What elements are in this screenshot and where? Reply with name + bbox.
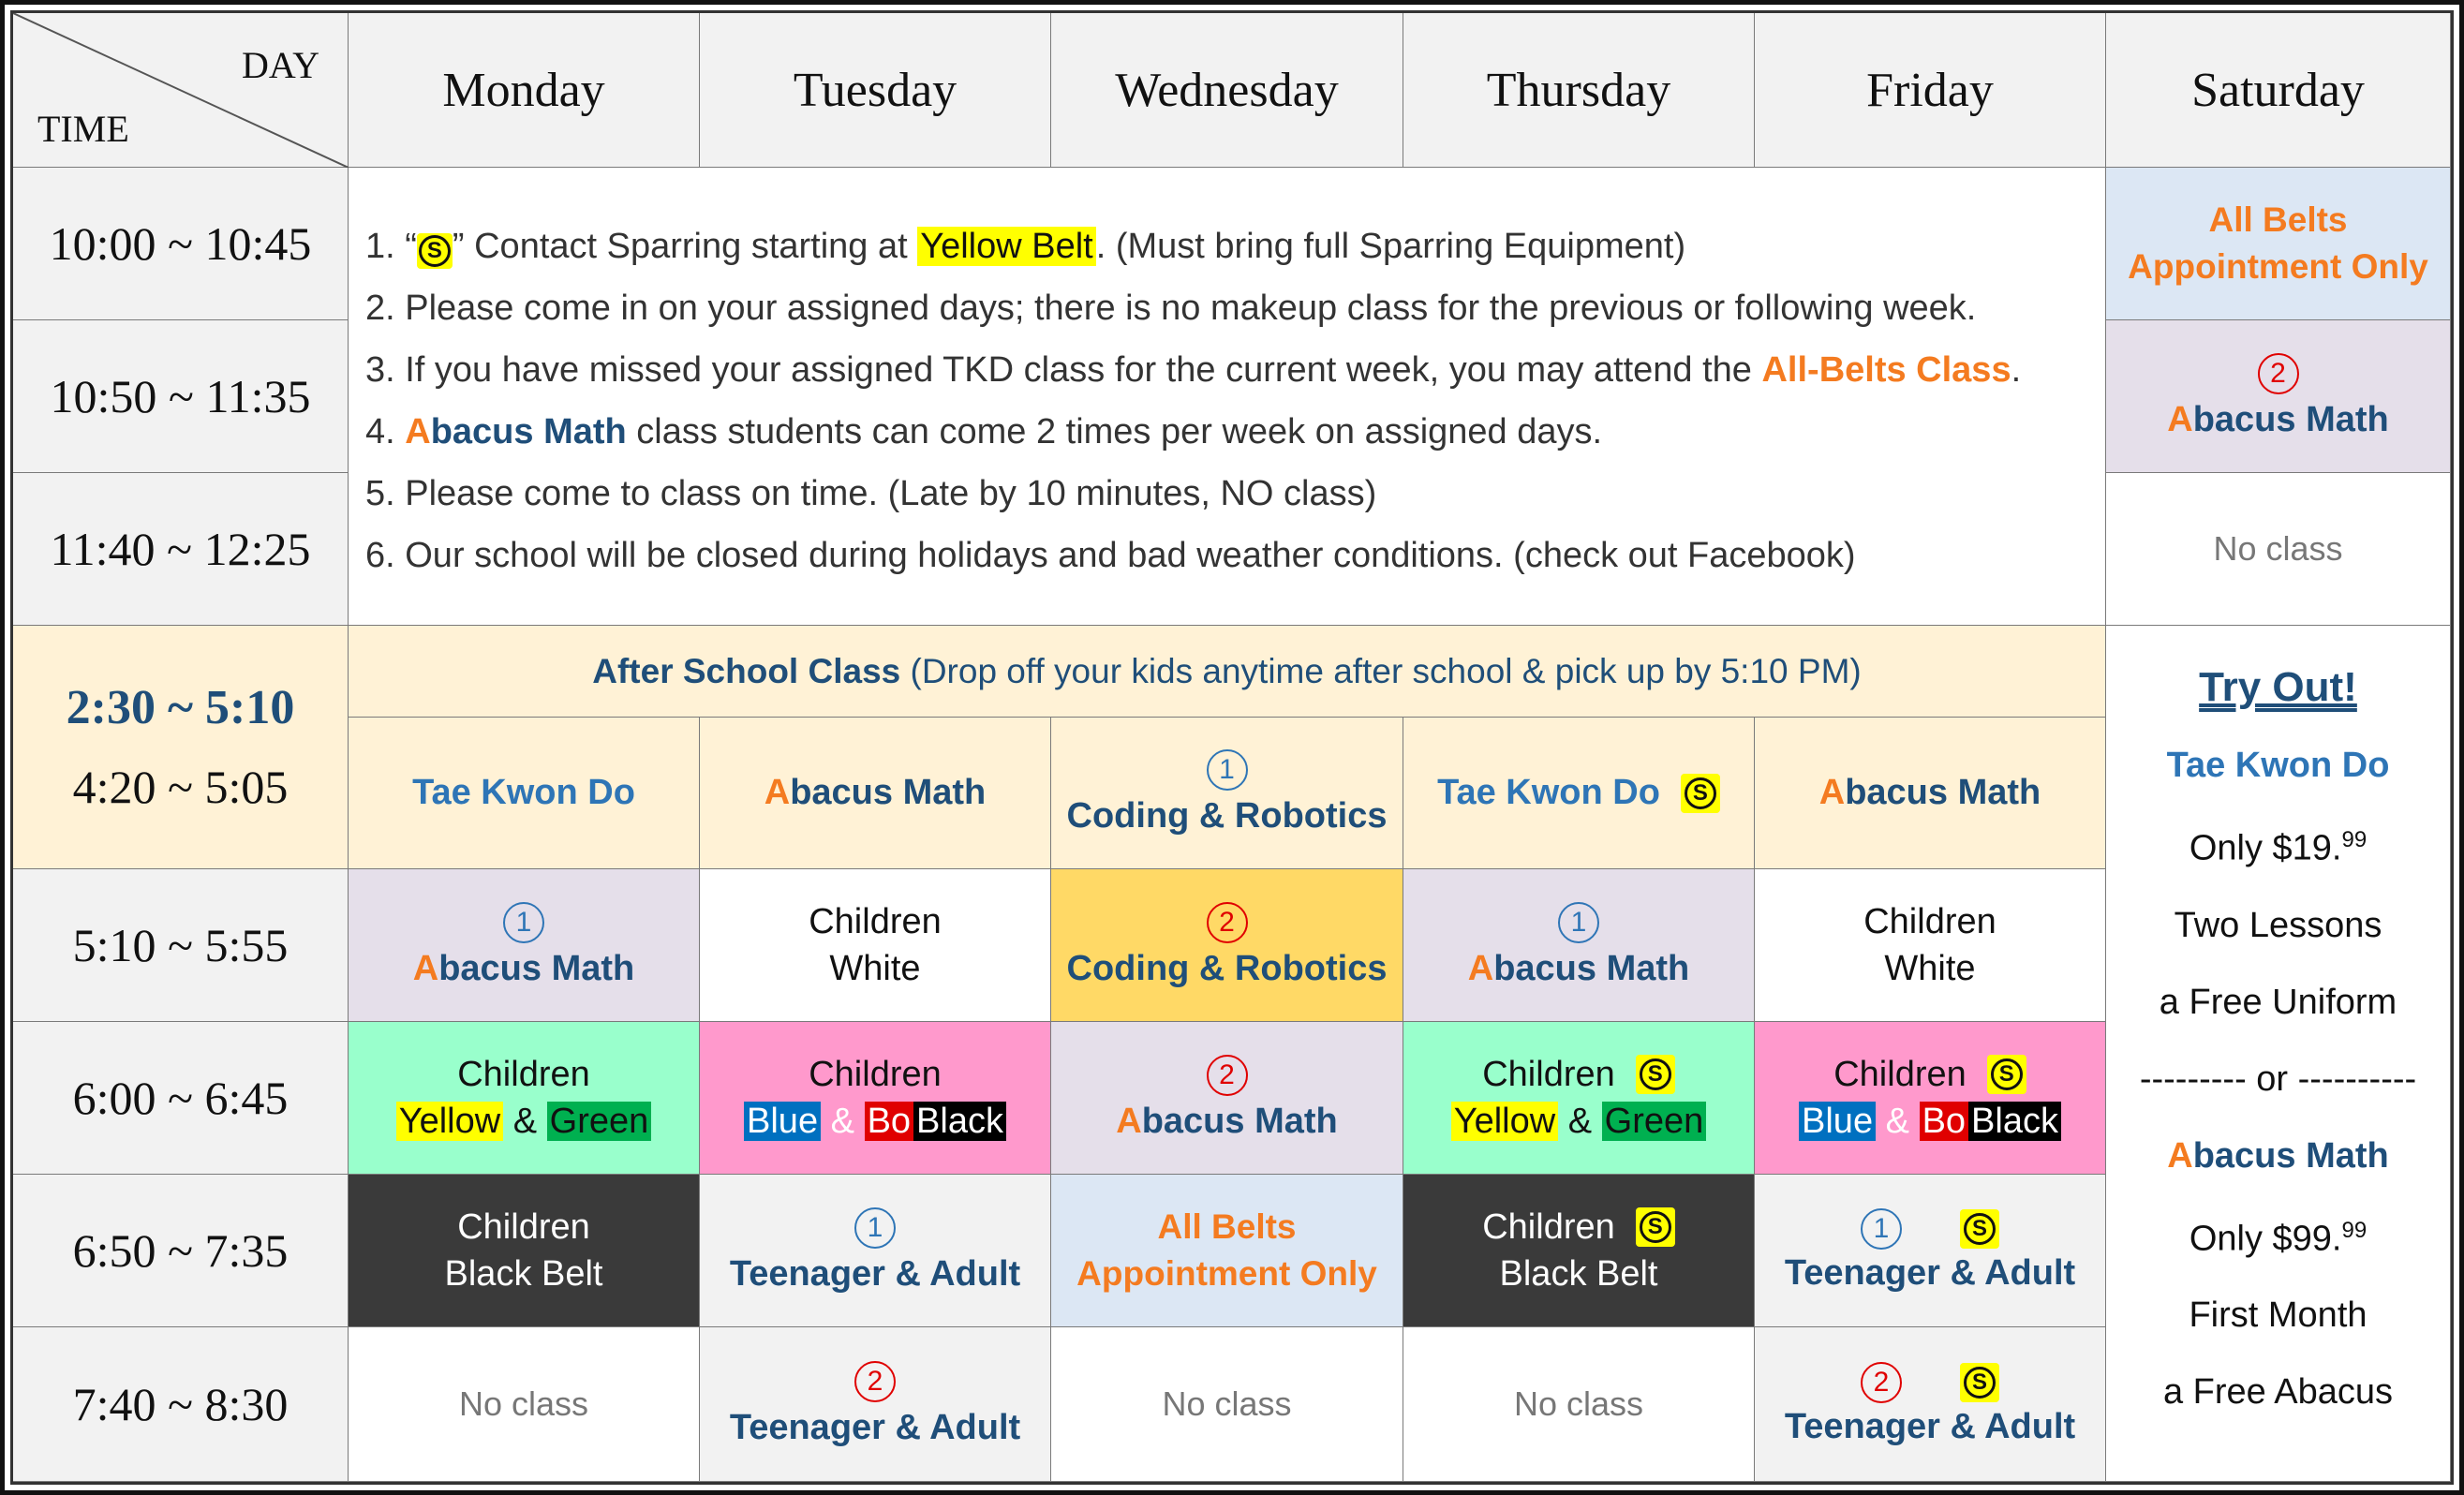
time-11-40: 11:40 ~ 12:25 xyxy=(13,473,349,626)
children-label: Children xyxy=(1833,1055,1967,1094)
sparring-badge xyxy=(417,233,453,269)
time-6-50: 6:50 ~ 7:35 xyxy=(13,1175,349,1327)
time-after-school xyxy=(13,626,349,869)
number-one-icon: 1 xyxy=(1207,749,1248,791)
note-4-abacus: bacus Math xyxy=(430,412,627,451)
green-belt: Green xyxy=(547,1102,652,1141)
fri-children-blue-black xyxy=(1755,1022,2106,1175)
belt-colors xyxy=(1799,1098,2061,1145)
black-belt-label: Black Belt xyxy=(1499,1254,1658,1294)
children-label: Children xyxy=(457,1055,590,1094)
after-school-title: After School Class xyxy=(592,651,901,690)
mon-tkd xyxy=(349,718,700,869)
appointment-label: Appointment Only xyxy=(1076,1254,1377,1293)
all-belts-label: All Belts xyxy=(1157,1207,1297,1246)
abacus-rest: bacus Math xyxy=(1493,948,1690,988)
after-school-text xyxy=(592,652,1861,691)
free-abacus: a Free Abacus xyxy=(2162,1372,2394,1413)
tue-abacus xyxy=(700,718,1051,869)
sparring-icon: S xyxy=(1640,1211,1671,1243)
abacus-a: A xyxy=(2167,399,2193,439)
note-3-pre: 3. If you have missed your assigned TKD class for the current week, you may attend the xyxy=(365,350,1762,390)
white-belt-label: White xyxy=(829,949,921,988)
no-class-label: No class xyxy=(458,1384,589,1423)
belt-colors xyxy=(1451,1098,1707,1145)
note-4-post: class students can come 2 times per week on assigned days. xyxy=(626,412,1603,451)
sat-try-out xyxy=(2106,626,2451,1482)
abacus-label xyxy=(1468,949,1690,989)
mon-black-belt xyxy=(349,1175,700,1327)
sparring-icon: S xyxy=(419,235,451,267)
free-uniform: a Free Uniform xyxy=(2159,982,2397,1022)
note-3 xyxy=(365,347,2021,393)
try-out-title: Try Out! xyxy=(2199,664,2357,710)
fri-children-white xyxy=(1755,869,2106,1022)
sparring-icon: S xyxy=(1640,1058,1671,1090)
children-row xyxy=(1833,1051,2026,1098)
sat-appointment: Appointment Only xyxy=(2128,247,2428,286)
fri-teen-740 xyxy=(1755,1327,2106,1482)
notes-block xyxy=(349,168,2106,626)
note-3-post: . xyxy=(2011,350,2022,390)
wed-all-belts xyxy=(1051,1175,1403,1327)
black-belt-label: Black Belt xyxy=(444,1254,603,1294)
amp: & xyxy=(1885,1102,1909,1141)
header-saturday: Saturday xyxy=(2106,13,2451,168)
number-two-icon: 2 xyxy=(2258,353,2299,394)
number-one-icon: 1 xyxy=(1861,1208,1902,1250)
abacus-price-main: Only $99. xyxy=(2189,1219,2342,1259)
sparring-badge xyxy=(1960,1209,1999,1249)
tkd-price xyxy=(2189,817,2367,872)
sparring-badge xyxy=(1636,1055,1675,1094)
abacus-label xyxy=(2167,1132,2389,1179)
number-one-icon: 1 xyxy=(1558,902,1599,943)
abacus-a: A xyxy=(412,948,439,988)
time-5-10: 5:10 ~ 5:55 xyxy=(13,869,349,1022)
note-4-a: A xyxy=(405,412,431,451)
abacus-rest: bacus Math xyxy=(438,948,635,988)
abacus-a: A xyxy=(764,773,791,812)
tkd-price-main: Only $19. xyxy=(2189,828,2342,868)
note-1-mid: ” Contact Sparring starting at xyxy=(452,227,918,266)
sparring-badge xyxy=(1960,1363,1999,1402)
header-wednesday: Wednesday xyxy=(1051,13,1403,168)
white-belt-label: White xyxy=(1884,949,1976,988)
corner-cell xyxy=(13,13,349,168)
wed-no-class xyxy=(1051,1327,1403,1482)
fri-abacus xyxy=(1755,718,2106,869)
wed-coding-510 xyxy=(1051,869,1403,1022)
or-divider: --------- or ---------- xyxy=(2139,1058,2417,1099)
yellow-belt: Yellow xyxy=(396,1102,503,1141)
bo-belt: Bo xyxy=(865,1102,913,1141)
note-1 xyxy=(365,223,1685,270)
teen-adult-label: Teenager & Adult xyxy=(1784,1406,2076,1446)
tue-children-white xyxy=(700,869,1051,1022)
mon-no-class xyxy=(349,1327,700,1482)
sat-all-belts-title: All Belts xyxy=(2208,200,2348,239)
tue-teen-650 xyxy=(700,1175,1051,1327)
sparring-badge xyxy=(1681,774,1720,813)
number-two-icon: 2 xyxy=(1207,902,1248,943)
sat-abacus-label xyxy=(2167,400,2389,440)
number-two-icon: 2 xyxy=(1207,1055,1248,1096)
sparring-badge xyxy=(1987,1055,2026,1094)
coding-label: Coding & Robotics xyxy=(1066,948,1388,988)
header-monday: Monday xyxy=(349,13,700,168)
fri-teen-650 xyxy=(1755,1175,2106,1327)
abacus-label xyxy=(413,949,635,989)
blue-belt: Blue xyxy=(744,1102,821,1141)
header-friday: Friday xyxy=(1755,13,2106,168)
note-1-highlight: Yellow Belt xyxy=(917,227,1096,266)
abacus-a: A xyxy=(1818,773,1846,812)
abacus-a: A xyxy=(1467,948,1494,988)
green-belt: Green xyxy=(1602,1102,1707,1141)
tue-children-blue-black xyxy=(700,1022,1051,1175)
number-two-icon: 2 xyxy=(1861,1362,1902,1403)
children-label: Children xyxy=(457,1207,590,1247)
abacus-rest: bacus Math xyxy=(1141,1101,1338,1141)
teen-adult-label: Teenager & Adult xyxy=(729,1407,1021,1447)
thu-black-belt xyxy=(1403,1175,1755,1327)
children-row xyxy=(1482,1051,1675,1098)
abacus-label xyxy=(764,773,987,813)
sparring-icon: S xyxy=(1964,1367,1996,1399)
children-row xyxy=(1482,1204,1675,1251)
belt-colors xyxy=(744,1098,1006,1145)
belt-colors xyxy=(396,1098,652,1145)
tkd-label: Tae Kwon Do xyxy=(1437,773,1660,812)
first-month: First Month xyxy=(2189,1295,2368,1336)
abacus-label xyxy=(1819,773,2041,813)
no-class-label: No class xyxy=(1513,1384,1644,1423)
coding-label: Coding & Robotics xyxy=(1066,796,1388,836)
abacus-label xyxy=(1116,1102,1338,1142)
mon-children-yellow-green xyxy=(349,1022,700,1175)
children-label: Children xyxy=(1482,1055,1615,1094)
sparring-icon: S xyxy=(1685,777,1716,809)
teen-adult-label: Teenager & Adult xyxy=(1784,1252,2076,1293)
abacus-rest: bacus Math xyxy=(790,773,987,812)
number-one-icon: 1 xyxy=(854,1207,896,1249)
tkd-price-cents: 99 xyxy=(2341,827,2368,852)
amp: & xyxy=(1567,1102,1593,1141)
badge-row xyxy=(1861,1208,1999,1250)
note-1-post: . (Must bring full Sparring Equipment) xyxy=(1095,227,1686,266)
time-6-00: 6:00 ~ 6:45 xyxy=(13,1022,349,1175)
blue-belt: Blue xyxy=(1799,1102,1876,1141)
bo-belt: Bo xyxy=(1920,1102,1968,1141)
thu-no-class xyxy=(1403,1327,1755,1482)
after-school-desc: (Drop off your kids anytime after school & pick up by 5:10 PM) xyxy=(900,651,1862,690)
tkd-label: Tae Kwon Do xyxy=(412,773,635,812)
sat-abacus xyxy=(2106,320,2451,473)
number-one-icon: 1 xyxy=(503,902,544,943)
note-5: 5. Please come to class on time. (Late by 10 minutes, NO class) xyxy=(365,474,1377,513)
abacus-rest: bacus Math xyxy=(1845,773,2041,812)
abacus-a: A xyxy=(1116,1101,1142,1141)
two-lessons: Two Lessons xyxy=(2174,905,2382,945)
thu-abacus-510 xyxy=(1403,869,1755,1022)
tkd-label: Tae Kwon Do xyxy=(2166,746,2390,785)
children-label: Children xyxy=(1482,1207,1615,1247)
wed-abacus-600 xyxy=(1051,1022,1403,1175)
time-10-50: 10:50 ~ 11:35 xyxy=(13,320,349,473)
abacus-price-cents: 99 xyxy=(2341,1217,2368,1243)
no-class-label: No class xyxy=(2213,529,2343,568)
sparring-icon: S xyxy=(1991,1058,2023,1090)
black-belt: Black xyxy=(913,1102,1006,1141)
time-4-20: 4:20 ~ 5:05 xyxy=(72,761,289,813)
amp: & xyxy=(512,1102,538,1141)
mon-abacus-510 xyxy=(349,869,700,1022)
note-6: 6. Our school will be closed during holidays and bad weather conditions. (check out Facebook) xyxy=(365,536,1856,575)
abacus-rest: bacus Math xyxy=(2192,399,2389,439)
no-class-label: No class xyxy=(1162,1384,1292,1423)
teen-adult-label: Teenager & Adult xyxy=(729,1253,1021,1294)
abacus-price xyxy=(2189,1207,2367,1263)
number-two-icon: 2 xyxy=(854,1361,896,1402)
thu-children-yellow-green xyxy=(1403,1022,1755,1175)
note-3-highlight: All-Belts Class xyxy=(1761,350,2011,390)
amp: & xyxy=(830,1102,854,1141)
header-tuesday: Tuesday xyxy=(700,13,1051,168)
children-label: Children xyxy=(809,1055,942,1094)
corner-time-label: TIME xyxy=(37,108,129,150)
time-10-00: 10:00 ~ 10:45 xyxy=(13,168,349,320)
abacus-a: A xyxy=(2167,1135,2193,1176)
note-4-pre: 4. xyxy=(365,412,406,451)
tue-teen-740 xyxy=(700,1327,1051,1482)
children-label: Children xyxy=(1863,902,1996,941)
after-school-banner xyxy=(349,626,2106,718)
sparring-icon: S xyxy=(1964,1213,1996,1245)
badge-row xyxy=(1861,1362,1999,1403)
black-belt: Black xyxy=(1968,1102,2061,1141)
note-4 xyxy=(365,408,1602,455)
abacus-rest: bacus Math xyxy=(2192,1135,2389,1176)
corner-day-label: DAY xyxy=(242,44,319,86)
thu-tkd xyxy=(1403,718,1755,869)
sat-no-class xyxy=(2106,473,2451,626)
sat-all-belts xyxy=(2106,168,2451,320)
header-thursday: Thursday xyxy=(1403,13,1755,168)
note-2: 2. Please come in on your assigned days; there is no makeup class for the previous or following week. xyxy=(365,289,1977,328)
note-1-pre: 1. “ xyxy=(365,227,417,266)
sparring-badge xyxy=(1636,1207,1675,1247)
time-7-40: 7:40 ~ 8:30 xyxy=(13,1327,349,1482)
children-label: Children xyxy=(809,902,942,941)
wed-coding xyxy=(1051,718,1403,869)
yellow-belt: Yellow xyxy=(1451,1102,1558,1141)
time-after-school-range: 2:30 ~ 5:10 xyxy=(66,681,295,734)
